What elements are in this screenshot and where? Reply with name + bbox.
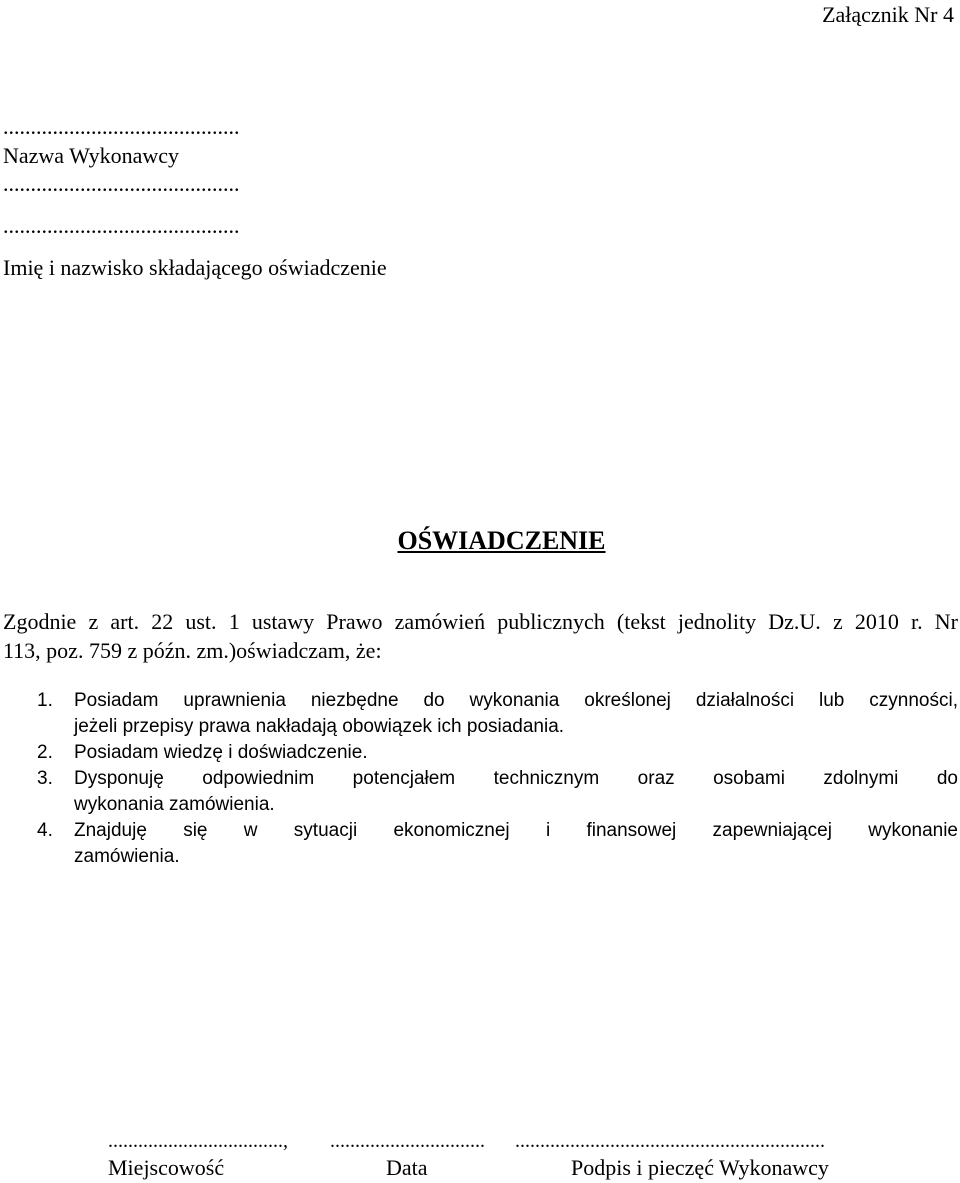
list-item-number: 1. — [37, 690, 53, 711]
annex-label: Załącznik Nr 4 — [822, 2, 954, 27]
intro-line-1: Zgodnie z art. 22 ust. 1 ustawy Prawo zamówień publicznych (tekst jednolity Dz.U. z 2010 r. Nr — [3, 609, 958, 634]
list-item — [37, 766, 958, 818]
place-label: Miejscowość — [108, 1155, 225, 1180]
declarant-label: Imię i nazwisko składającego oświadczenie — [3, 255, 387, 280]
list-item-text: Posiadam uprawnienia niezbędne do wykonania określonej działalności lub czynności, — [74, 690, 958, 711]
signature-dots: .............................................................. — [515, 1130, 825, 1152]
contractor-name-dots: ........................................... — [3, 114, 240, 139]
statement-intro — [3, 607, 958, 665]
statement-title: OŚWIADCZENIE — [397, 526, 606, 555]
list-item — [37, 818, 958, 870]
statement-list — [37, 688, 958, 870]
contractor-name-label: Nazwa Wykonawcy — [3, 143, 180, 168]
list-item-number: 3. — [37, 768, 53, 789]
place-dots: ..................................., — [108, 1130, 288, 1152]
declarant-dots-1: ........................................... — [3, 171, 240, 196]
list-item-text: Znajduję się w sytuacji ekonomicznej i finansowej zapewniającej wykonanie — [74, 820, 958, 841]
list-item-number: 2. — [37, 742, 53, 763]
list-item-number: 4. — [37, 820, 53, 841]
list-item-text: Posiadam wiedzę i doświadczenie. — [74, 742, 368, 763]
signature-label: Podpis i pieczęć Wykonawcy — [571, 1155, 829, 1180]
list-item-text: zamówienia. — [74, 846, 180, 867]
list-item — [37, 740, 958, 766]
intro-line-2: 113, poz. 759 z późn. zm.)oświadczam, że: — [3, 638, 382, 663]
date-dots: ............................... — [330, 1130, 485, 1152]
list-item-text: jeżeli przepisy prawa nakładają obowiązek ich posiadania. — [74, 716, 565, 737]
declarant-dots-2: ........................................... — [3, 213, 240, 238]
list-item-text: Dysponuję odpowiednim potencjałem technicznym oraz osobami zdolnymi do — [74, 768, 958, 789]
list-item-text: wykonania zamówienia. — [74, 794, 275, 815]
list-item — [37, 688, 958, 740]
date-label: Data — [386, 1155, 428, 1180]
